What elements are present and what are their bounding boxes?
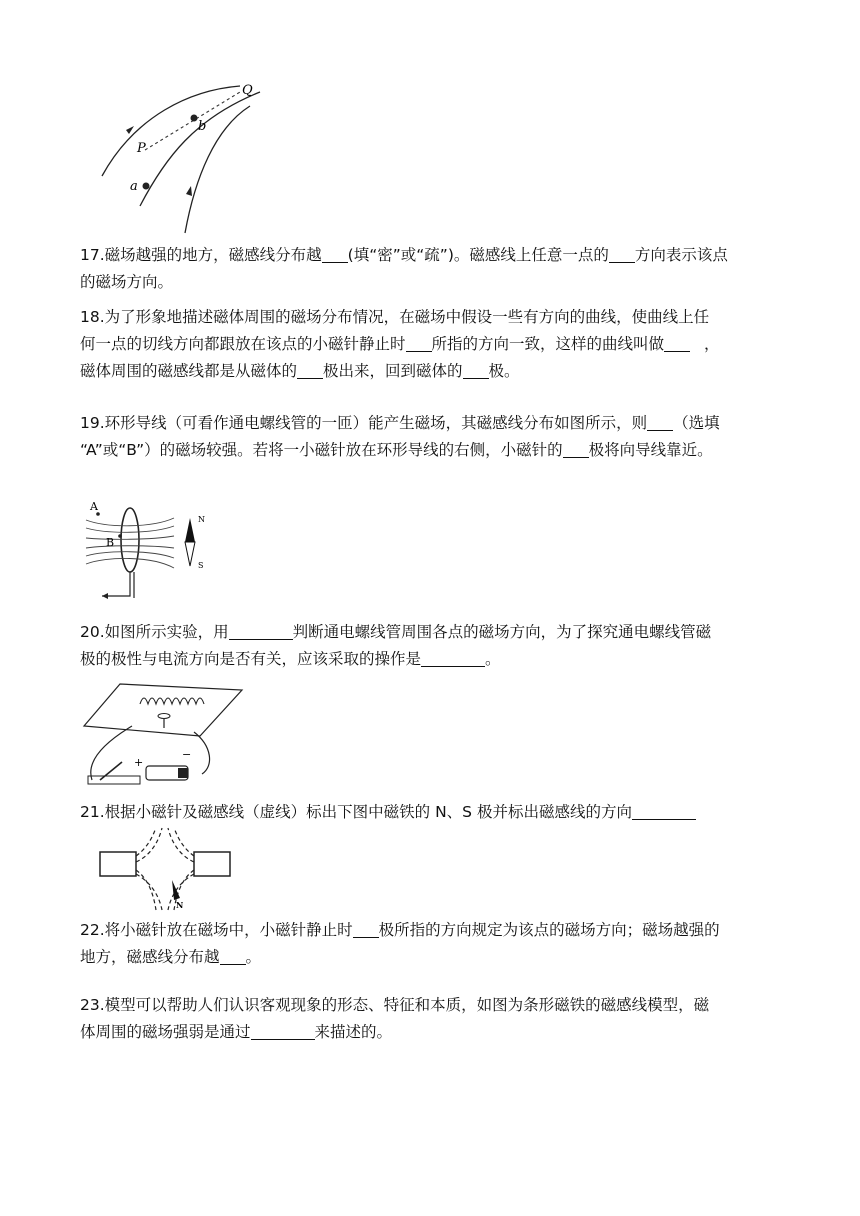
ring-conductor-figure <box>82 498 222 606</box>
magnets-field-figure <box>98 826 232 912</box>
solenoid-experiment-figure <box>82 682 244 788</box>
label-a: A <box>90 500 98 513</box>
label-n: N <box>176 900 184 910</box>
blank <box>463 361 489 379</box>
label-a: a <box>130 179 138 194</box>
question-20: 20.如图所示实验，用 判断通电螺线管周围各点的磁场方向，为了探究通电螺线管磁 极的极性与电流方向是否有关，应该采取的操作是 。 <box>80 623 712 668</box>
blank <box>353 920 379 938</box>
compass-needle <box>172 880 180 900</box>
label-p: P <box>137 141 146 156</box>
blank <box>632 802 696 820</box>
question-21: 21.根据小磁针及磁感线（虚线）标出下图中磁铁的 N、S 极并标出磁感线的方向 <box>80 799 780 826</box>
question-23: 23.模型可以帮助人们认识客观现象的形态、特征和本质，如图为条形磁铁的磁感线模型，磁 体周围的磁场强弱是通过 来描述的。 <box>80 996 710 1041</box>
label-q: Q <box>242 83 253 98</box>
question-17: 17.磁场越强的地方，磁感线分布越 (填“密”或“疏”)。磁感线上任意一点的 方向表示该点 的磁场方向。 <box>80 246 728 291</box>
blank <box>421 649 485 667</box>
question-18: 18.为了形象地描述磁体周围的磁场分布情况，在磁场中假设一些有方向的曲线，使曲线上任 何一点的切线方向都跟放在该点的小磁针静止时 所指的方向一致，这样的曲线叫做 ， 磁体周围的磁感线都是从磁体的 极出来，回到磁体的 极。 <box>80 308 720 380</box>
question-19: 19.环形导线（可看作通电螺线管的一匝）能产生磁场，其磁感线分布如图所示，则 （选填 “A”或“B”）的磁场较强。若将一小磁针放在环形导线的右侧，小磁针的 极将向导线靠近。 <box>80 414 720 459</box>
compass-needle-north <box>185 518 195 542</box>
blank <box>406 334 432 352</box>
blank <box>322 245 348 263</box>
label-b: b <box>198 119 207 134</box>
blank <box>563 440 589 458</box>
field-lines-figure <box>90 78 270 236</box>
blank <box>609 245 635 263</box>
label-s: S <box>198 561 204 570</box>
label-plus: + <box>134 756 144 769</box>
compass-needle-south <box>185 542 195 566</box>
label-b: B <box>106 536 115 549</box>
question-22: 22.将小磁针放在磁场中，小磁针静止时 极所指的方向规定为该点的磁场方向；磁场越强的 地方，磁感线分布越 。 <box>80 921 720 966</box>
label-n: N <box>198 515 205 524</box>
blank <box>647 413 673 431</box>
label-minus: − <box>182 748 192 761</box>
blank <box>297 361 323 379</box>
blank <box>220 947 246 965</box>
blank <box>251 1022 315 1040</box>
blank <box>229 622 293 640</box>
blank <box>664 334 690 352</box>
